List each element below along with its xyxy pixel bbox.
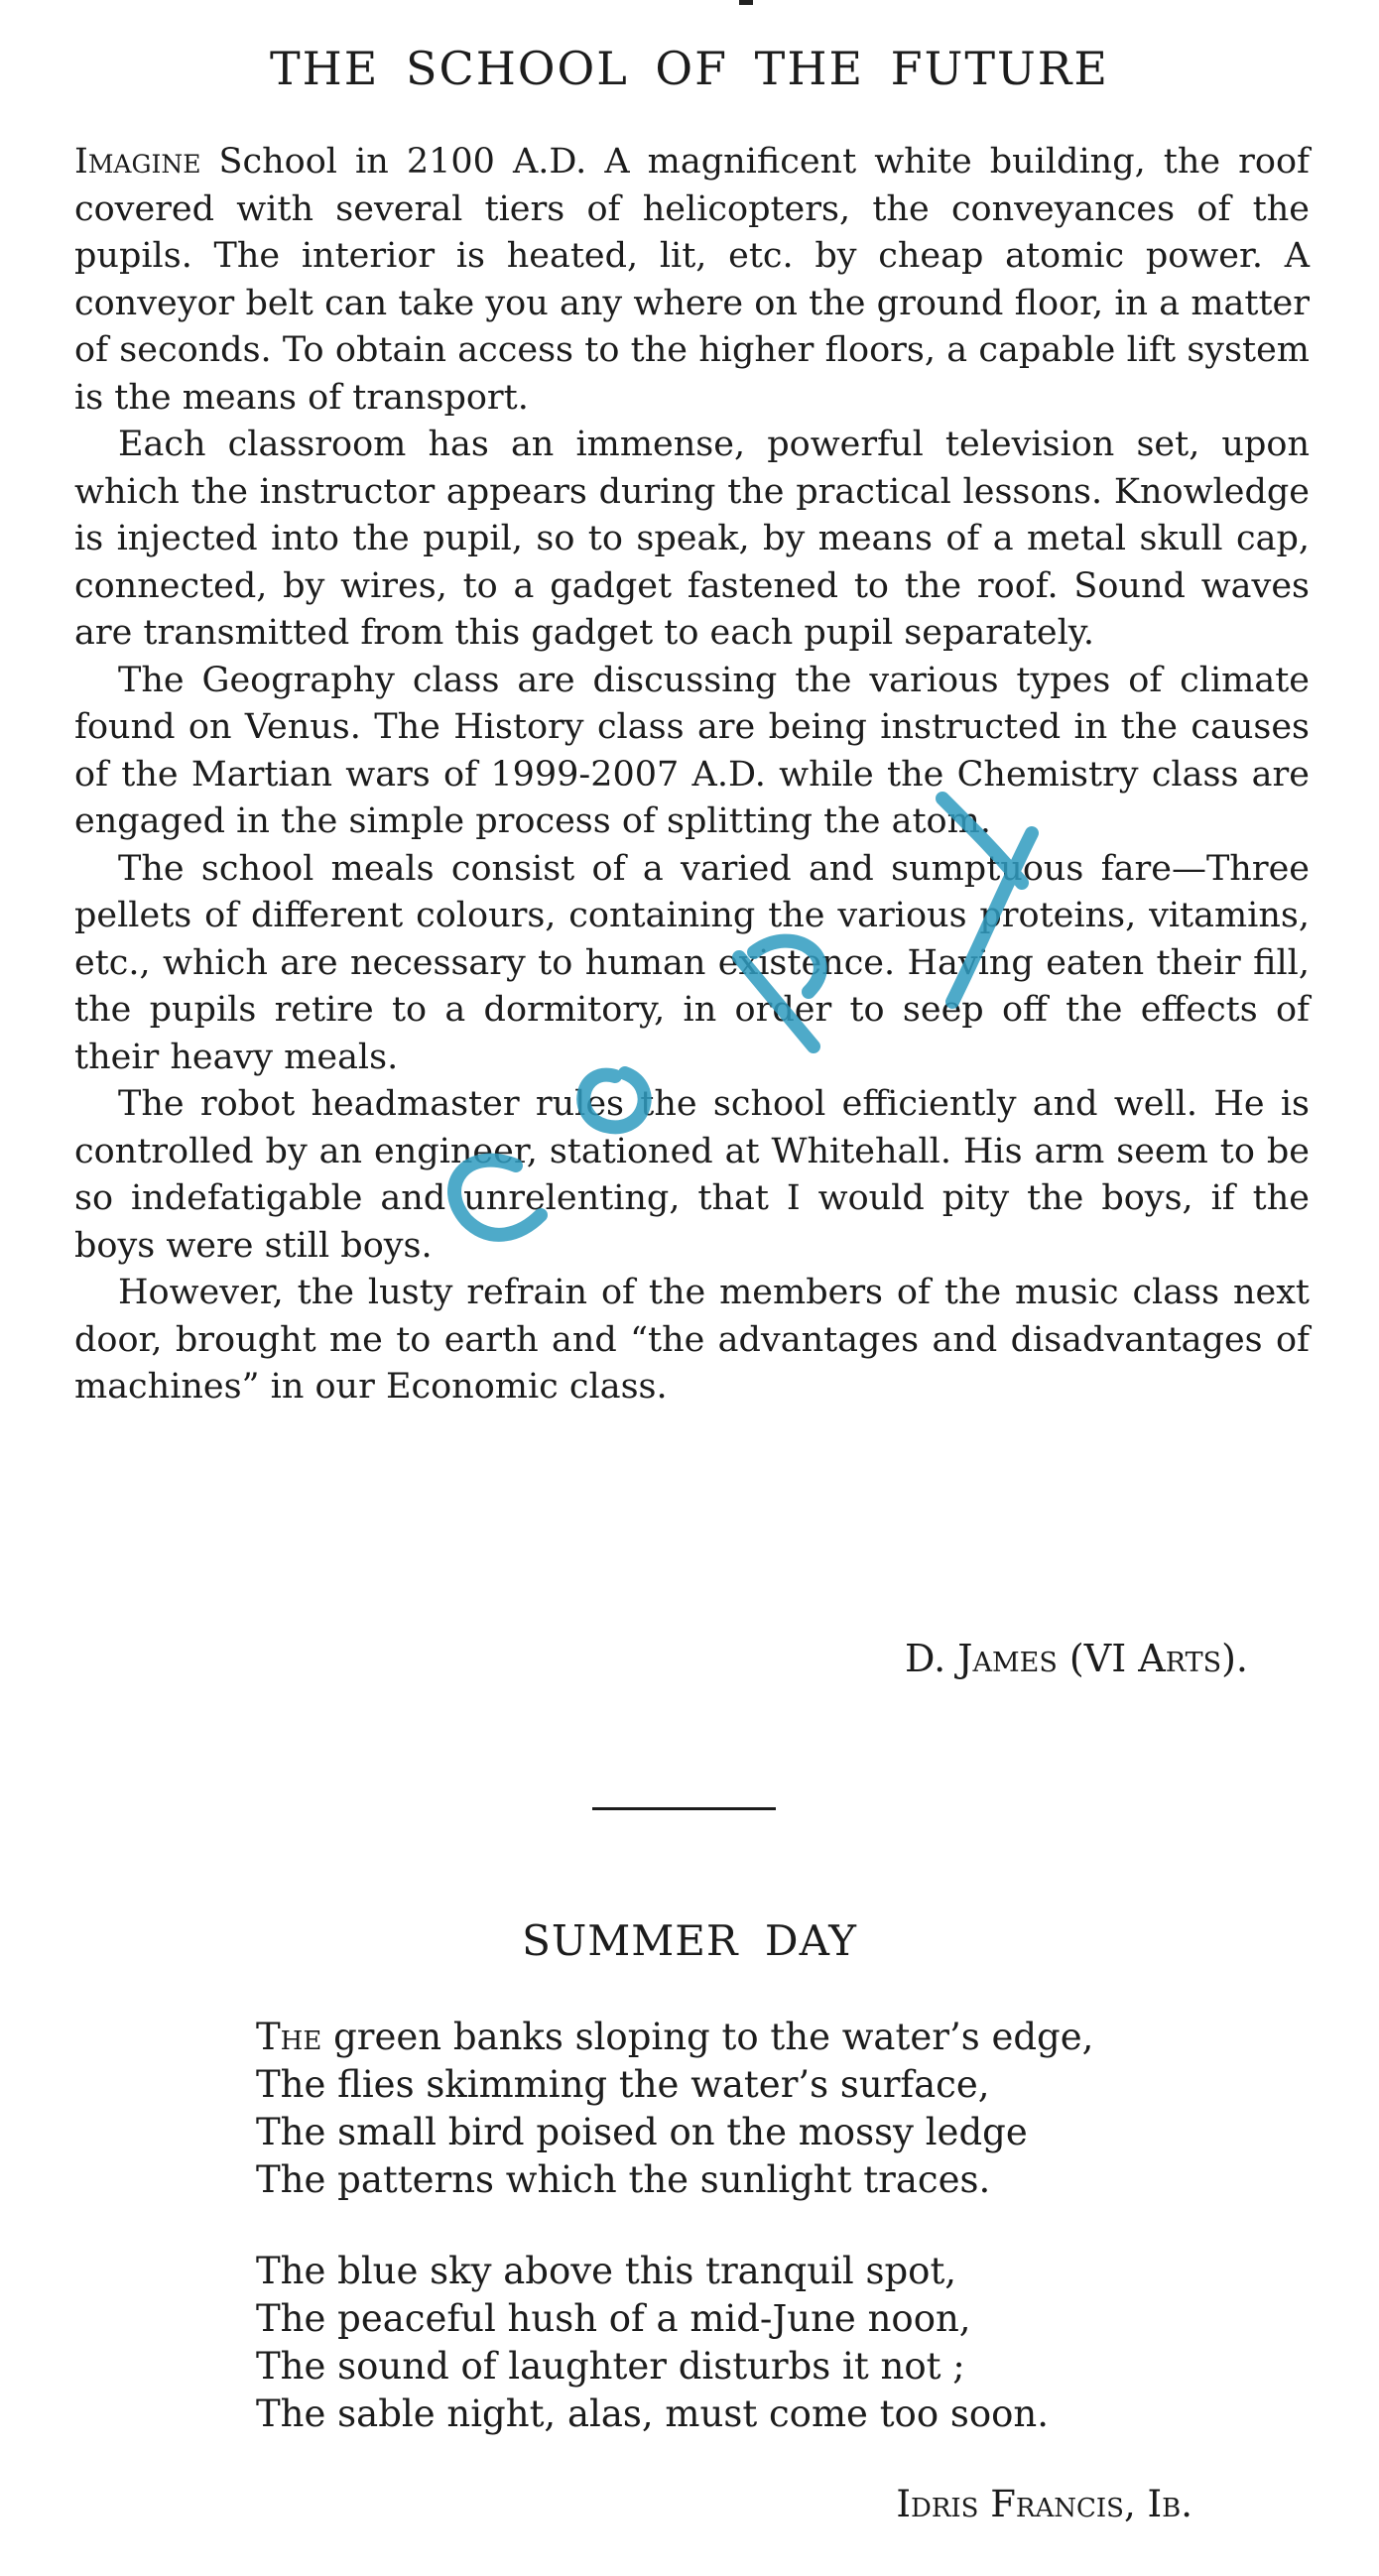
essay-paragraph-2: Each classroom has an immense, powerful television set, upon which the instructor appears during the practical lessons. Knowledge is injected into the pupil, so to speak, by means of a metal skull cap, connected, by wires, to a gadget fastened to the roof. Sound waves are transmitted from this gadget to each pupil separately.	[74, 425, 1310, 653]
section-divider	[592, 1807, 776, 1810]
poem-line: The flies skimming the water’s surface,	[256, 2063, 990, 2106]
poem-title: SUMMER DAY	[522, 1916, 857, 1965]
essay-paragraph-5: The robot headmaster rules the school efficiently and well. He is controlled by an engineer, stationed at Whitehall. His arm seem to be so indefatigable and unrelenting, that I would pity the boys, if the boys were still boys.	[74, 1084, 1310, 1266]
poem-stanza-1	[256, 2014, 1093, 2204]
essay-title: THE SCHOOL OF THE FUTURE	[269, 42, 1109, 95]
poem-body	[256, 2014, 1093, 2482]
poem-line: The patterns which the sunlight traces.	[256, 2158, 991, 2201]
essay-byline: D. James (VI Arts).	[905, 1637, 1248, 1680]
poem-stanza-2	[256, 2248, 1093, 2438]
poem-line: The small bird poised on the mossy ledge	[256, 2111, 1028, 2153]
poem-line: The sound of laughter disturbs it not ;	[256, 2345, 965, 2388]
poem-lead-word: The	[256, 2016, 322, 2058]
essay-paragraph-1	[74, 139, 1310, 422]
poem-line-text: green banks sloping to the water’s edge,	[321, 2016, 1094, 2058]
poem-line: The sable night, alas, must come too soon.	[256, 2392, 1050, 2435]
essay-paragraph-4: The school meals consist of a varied and sumptuous fare—Three pellets of different colours, containing the various proteins, vitamins, etc., which are necessary to human existence. Having eaten their fill, the pupils retire to a dormitory, in order to seep off the effects of their heavy meals.	[74, 848, 1310, 1077]
essay-lead-word: Imagine	[74, 142, 201, 182]
poem-line: The blue sky above this tranquil spot,	[256, 2250, 957, 2292]
poem-byline: Idris Francis, Ib.	[896, 2483, 1192, 2525]
poem-line: The peaceful hush of a mid-June noon,	[256, 2297, 971, 2340]
essay-paragraph-1-text: School in 2100 A.D. A magnificent white building, the roof covered with several tiers of helicopters, the conveyances of the pupils. The interior is heated, lit, etc. by cheap atomic power. A conveyor belt can take you any where on the ground floor, in a matter of seconds. To obtain access to the higher floors, a capable lift system is the means of transport.	[74, 142, 1310, 418]
essay-paragraph-3: The Geography class are discussing the various types of climate found on Venus. The History class are being instructed in the causes of the Martian wars of 1999-2007 A.D. while the Chemistry class are engaged in the simple process of splitting the atom.	[74, 660, 1310, 841]
top-mark	[739, 0, 753, 5]
poem-line	[256, 2014, 1093, 2061]
essay-body	[74, 139, 1310, 1411]
essay-paragraph-6: However, the lusty refrain of the members of the music class next door, brought me to earth and “the advantages and disadvantages of machines” in our Economic class.	[74, 1273, 1310, 1407]
